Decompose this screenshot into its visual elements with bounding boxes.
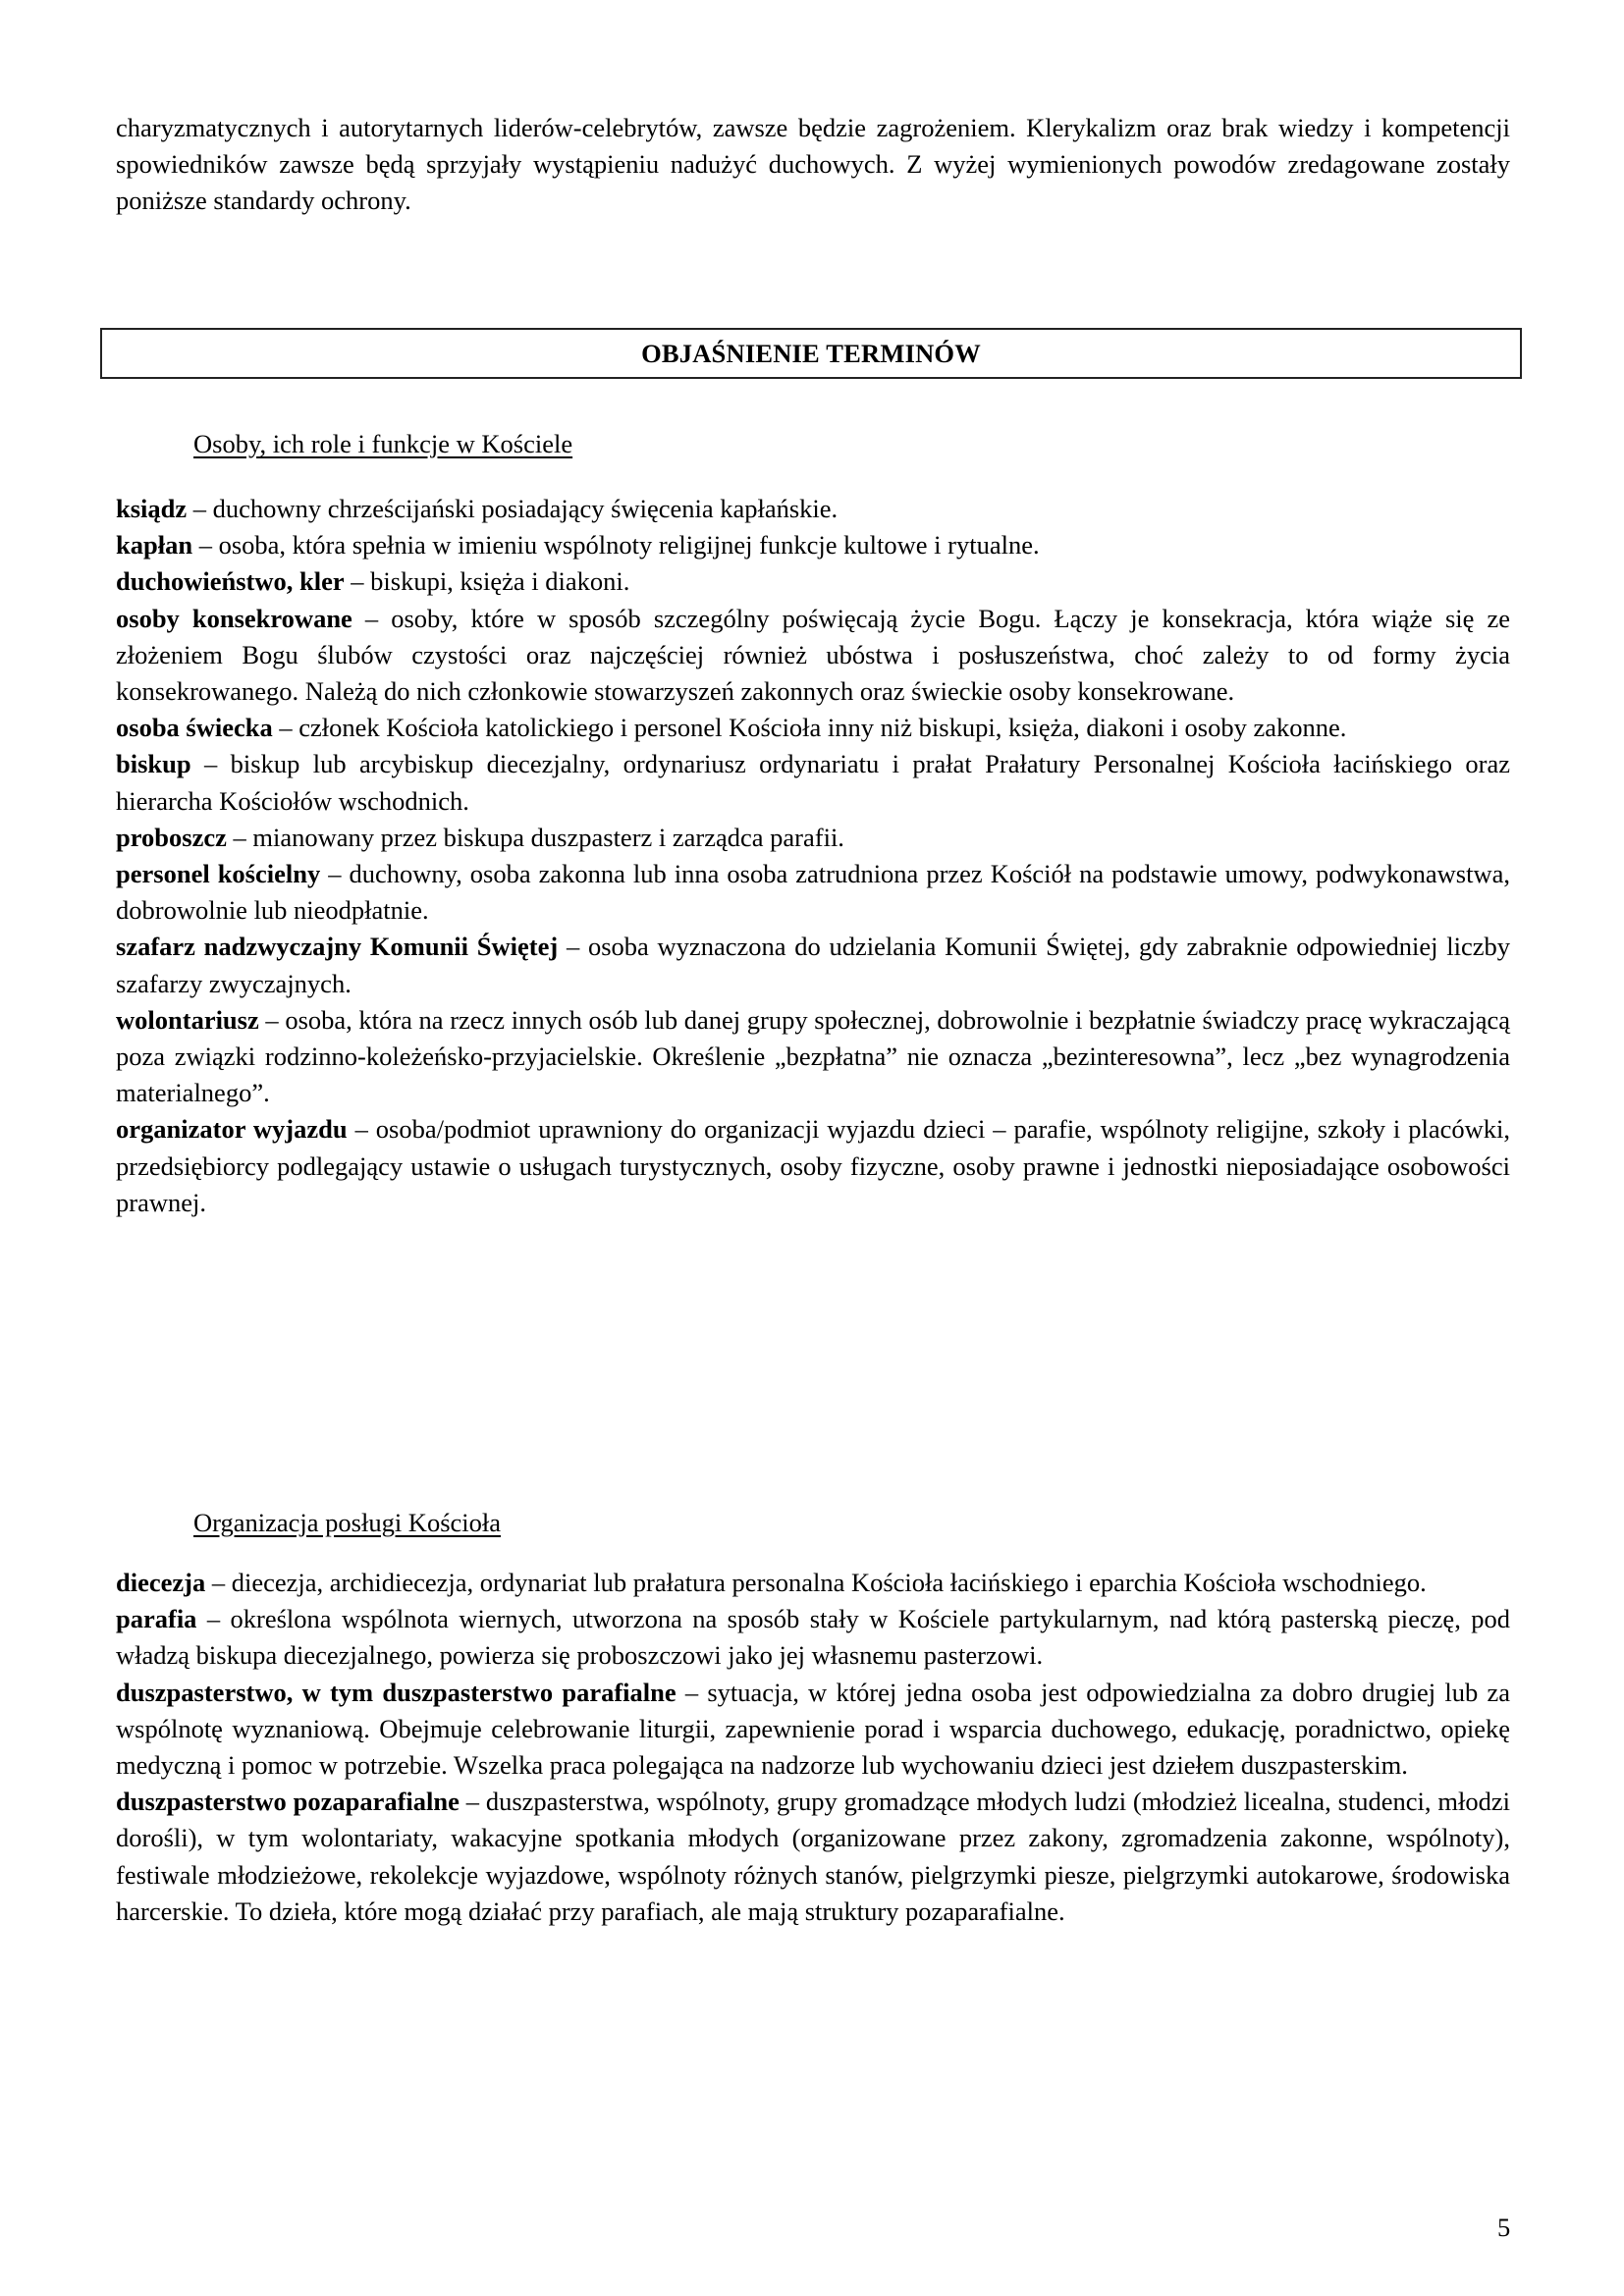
definition-term: wolontariusz — [116, 1004, 259, 1035]
definition-text: – duchowny, osoba zakonna lub inna osoba zatrudniona przez Kościół na podstawie umowy, podwykonawstwa, dobrowolnie lub nieodpłatnie. — [116, 859, 1510, 926]
definition-term: szafarz nadzwyczajny Komunii Świętej — [116, 932, 559, 962]
definition-text: – diecezja, archidiecezja, ordynariat lub prałatura personalna Kościoła łacińskiego i eparchia Kościoła wschodniego. — [205, 1568, 1427, 1597]
definition-item — [116, 929, 1510, 1001]
definition-text: – biskup lub arcybiskup diecezjalny, ordynariusz ordynariatu i prałat Prałatury Personalnej Kościoła łacińskiego oraz hierarcha Kościołów wschodnich. — [116, 749, 1510, 816]
definition-text: – określona wspólnota wiernych, utworzona na sposób stały w Kościele partykularnym, nad którą pasterską pieczę, pod władzą biskupa diecezjalnego, powierza się proboszczowi jako jej własnemu pasterzowi. — [116, 1604, 1510, 1671]
definition-term: duszpasterstwo, w tym duszpasterstwo parafialne — [116, 1677, 677, 1707]
definition-text: – osoba, która spełnia w imieniu wspólnoty religijnej funkcje kultowe i rytualne. — [192, 530, 1040, 561]
definition-term: biskup — [116, 749, 191, 779]
section-title-box — [100, 328, 1522, 379]
definition-item — [116, 820, 1510, 856]
definitions-list-persons — [116, 491, 1510, 1221]
definition-term: organizator wyjazdu — [116, 1114, 348, 1145]
definition-text: – mianowany przez biskupa duszpasterz i zarządca parafii. — [226, 822, 844, 852]
definition-text: – osoby, które w sposób szczególny poświęcają życie Bogu. Łączy je konsekracja, która wiąże się ze złożeniem Bogu ślubów czystości oraz najczęściej również ubóstwa i posłuszeństwa, choć zależy to od formy życia konsekrowanego. Należą do nich członkowie stowarzyszeń zakonnych oraz świeckie osoby konsekrowane. — [116, 603, 1511, 707]
definition-item — [116, 710, 1510, 746]
page-number: 5 — [1497, 2213, 1511, 2242]
definition-term: personel kościelny — [116, 859, 321, 889]
definition-term: duchowieństwo, kler — [116, 566, 345, 597]
definition-item — [116, 601, 1510, 711]
definition-text: – duchowny chrześcijański posiadający święcenia kapłańskie. — [187, 494, 839, 523]
section-title: OBJAŚNIENIE TERMINÓW — [641, 338, 981, 368]
definition-item — [116, 491, 1510, 527]
subsection-heading-persons: Osoby, ich role i funkcje w Kościele — [193, 429, 573, 458]
definition-term: osoba świecka — [116, 713, 273, 743]
intro-block — [116, 110, 1510, 220]
definition-term: proboszcz — [116, 822, 227, 852]
definition-item — [116, 1002, 1510, 1112]
definition-term: duszpasterstwo pozaparafialne — [116, 1787, 460, 1817]
definition-text: – sytuacja, w której jedna osoba jest odpowiedzialna za dobro drugiej lub za wspólnotę wyznaniową. Obejmuje celebrowanie liturgii, zapewnienie porad i wsparcia duchowego, edukację, poradnictwo, opiekę medyczną i pomoc w potrzebie. Wszelka praca polegająca na nadzorze lub wychowaniu dzieci jest dziełem duszpasterskim. — [116, 1677, 1510, 1781]
definition-item — [116, 1784, 1510, 1930]
definition-term: diecezja — [116, 1568, 206, 1597]
definition-term: kapłan — [116, 530, 193, 561]
definition-term: parafia — [116, 1604, 197, 1634]
definition-item — [116, 1565, 1510, 1601]
definition-item — [116, 563, 1510, 600]
definition-term: ksiądz — [116, 494, 188, 523]
intro-paragraph: charyzmatycznych i autorytarnych liderów-celebrytów, zawsze będzie zagrożeniem. Klerykalizm oraz brak wiedzy i kompetencji spowiedników zawsze będą sprzyjały wystąpieniu nadużyć duchowych. Z wyżej wymienionych powodów zredagowane zostały poniższe standardy ochrony. — [116, 113, 1510, 216]
definition-item — [116, 527, 1510, 563]
definition-item — [116, 856, 1510, 929]
definition-item — [116, 1601, 1510, 1674]
definition-item — [116, 1675, 1510, 1785]
definition-text: – duszpasterstwa, wspólnoty, grupy gromadzące młodych ludzi (młodzież licealna, studenci, młodzi dorośli), w tym wolontariaty, wakacyjne spotkania młodych (organizowane przez zakony, zgromadzenia zakonne, wspólnoty), festiwale młodzieżowe, rekolekcje wyjazdowe, wspólnoty różnych stanów, pielgrzymki piesze, pielgrzymki autokarowe, środowiska harcerskie. To dzieła, które mogą działać przy parafiach, ale mają struktury pozaparafialne. — [116, 1787, 1510, 1926]
definition-term: osoby konsekrowane — [116, 603, 352, 633]
definition-text: – osoba, która na rzecz innych osób lub danej grupy społecznej, dobrowolnie i bezpłatnie świadczy pracę wykraczającą poza związki rodzinno-koleżeńsko-przyjacielskie. Określenie „bezpłatna” nie oznacza „bezinteresowna”, lecz „bez wynagrodzenia materialnego”. — [116, 1004, 1510, 1108]
definition-item — [116, 1111, 1510, 1221]
definition-text: – członek Kościoła katolickiego i personel Kościoła inny niż biskupi, księża, diakoni i osoby zakonne. — [272, 713, 1347, 743]
definitions-list-organization — [116, 1565, 1510, 1930]
definition-text: – osoba/podmiot uprawniony do organizacji wyjazdu dzieci – parafie, wspólnoty religijne, szkoły i placówki, przedsiębiorcy podlegający ustawie o usługach turystycznych, osoby fizyczne, osoby prawne i jednostki nieposiadające osobowości prawnej. — [116, 1114, 1510, 1217]
definition-text: – osoba wyznaczona do udzielania Komunii Świętej, gdy zabraknie odpowiedniej liczby szafarzy zwyczajnych. — [116, 932, 1510, 998]
definition-text: – biskupi, księża i diakoni. — [344, 566, 630, 597]
subsection-heading-organization: Organizacja posługi Kościoła — [193, 1508, 502, 1537]
definition-item — [116, 746, 1510, 819]
